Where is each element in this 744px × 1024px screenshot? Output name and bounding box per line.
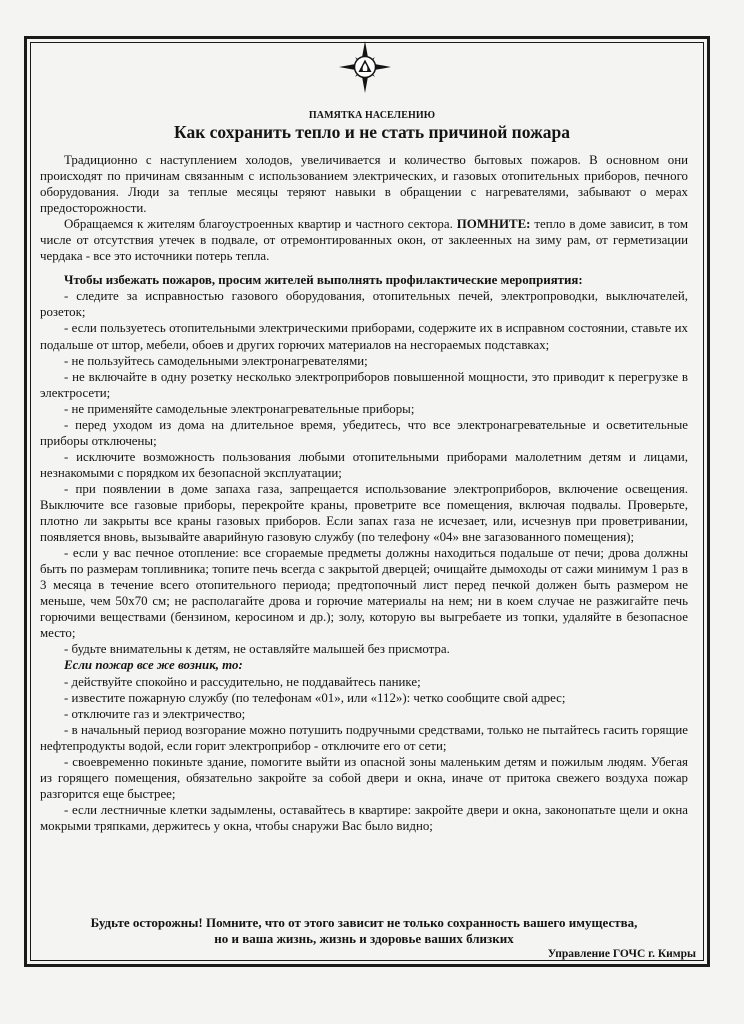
prevention-item: - при появлении в доме запаха газа, запрещается использование электроприборов, включение освещения. Выключите все газовые приборы, перекройте краны, проветрите все помещения, включая подвалы. Проверьте, плотно ли закрыты все краны газовых приборов. Если запах газа не исчезает, или, исчезнув при проветривании, появляется вновь, вызывайте аварийную газовую службу (по телефону «04» вне загазованного помещения); [40,481,688,545]
prevention-item: - если пользуетесь отопительными электрическими приборами, содержите их в исправном состоянии, ставьте их подальше от штор, мебели, обоев и других горючих материалов на несгораемых подставках; [40,321,688,352]
fire-item: - в начальный период возгорание можно потушить подручными средствами, только не пытайтесь гасить горящие нефтепродукты водой, если горит электроприбор - отключите его от сети; [40,722,688,753]
intro-paragraph-2-text-a: Обращаемся к жителям благоустроенных квартир и частного сектора. [64,217,453,232]
fire-item: - отключите газ и электричество; [64,706,246,721]
fire-item: - действуйте спокойно и рассудительно, не поддавайтесь панике; [64,674,421,689]
footer-line-2: но и ваша жизнь, жизнь и здоровье ваших близких [214,931,514,946]
star-compass-emblem-icon [338,40,392,94]
fire-item: - своевременно покиньте здание, помогите выйти из опасной зоны маленьким детям и пожилым людям. Убегая из горящего помещения, обязательно закройте за собой двери и окна, иначе от притока свежего воздуха пожар разгорится еще быстрее; [40,754,688,801]
footer-warning [40,915,688,947]
fire-item: - если лестничные клетки задымлены, оставайтесь в квартире: закройте двери и окна, законопатьте щели и окна мокрыми тряпками, держитесь у окна, чтобы снаружи Вас было видно; [40,802,688,833]
prevention-item: - следите за исправностью газового оборудования, отопительных печей, электропроводки, выключателей, розеток; [40,289,688,320]
document-body [40,152,688,834]
memo-label: ПАМЯТКА НАСЕЛЕНИЮ [308,110,436,121]
prevention-item: - не применяйте самодельные электронагревательные приборы; [64,401,415,416]
remember-label: ПОМНИТЕ: [456,217,531,232]
intro-paragraph-2-text-b: тепло в доме зависит, в том числе от отсутствия утечек в подвале, от отремонтированных окон, от заклеенных на зиму рам, от герметизации чердака - все это источники потерь тепла. [40,217,688,264]
fire-item: - известите пожарную службу (по телефонам «01», или «112»): четко сообщите свой адрес; [64,690,566,705]
prevention-item: - исключите возможность пользования любыми отопительными приборами малолетним детям и лицами, незнакомыми с порядком их безопасной эксплуатации; [40,449,688,480]
intro-paragraph-2 [40,216,688,264]
page-title: Как сохранить тепло и не стать причиной пожара [173,122,570,142]
fire-heading: Если пожар все же возник, то: [64,658,243,673]
footer-line-1: Будьте осторожны! Помните, что от этого зависит не только сохранность вашего имущества, [90,915,638,930]
prevention-item: - не включайте в одну розетку несколько электроприборов повышенной мощности, это приводит к перегрузке в электросети; [40,369,688,400]
signature: Управление ГОЧС г. Кимры [547,948,696,960]
prevention-item: - будьте внимательны к детям, не оставляйте малышей без присмотра. [64,642,450,657]
prevention-item: - перед уходом из дома на длительное время, убедитесь, что все электронагревательные и осветительные приборы отключены; [40,417,688,448]
prevention-item: - если у вас печное отопление: все сгораемые предметы должны находиться подальше от печи; дрова должны быть по размерам топливника; топите печь всегда с закрытой дверцей; очищайте дымоходы от сажи минимум 1 раз в 3 месяца в течение всего отопительного периода; предтопочный лист перед печкой должен быть размером не меньше, чем 50х70 см; не располагайте дрова и горючие материалы на нем; ни в коем случае не разжигайте печь горючими веществами (бензином, керосином и др.); золу, которую вы выгребаете из топки, удаляйте в безопасное место; [40,546,688,641]
prevention-heading: Чтобы избежать пожаров, просим жителей выполнять профилактические мероприятия: [64,273,583,288]
prevention-item: - не пользуйтесь самодельными электронагревателями; [64,353,368,368]
intro-paragraph-1: Традиционно с наступлением холодов, увеличивается и количество бытовых пожаров. В основном они происходят по причинам связанным с использованием электрических, и газовых отопительных приборов, печного оборудования. Люди за теплые месяцы теряют навыки в обращении с нагревателями, забывают о мерах предосторожности. [40,153,688,216]
